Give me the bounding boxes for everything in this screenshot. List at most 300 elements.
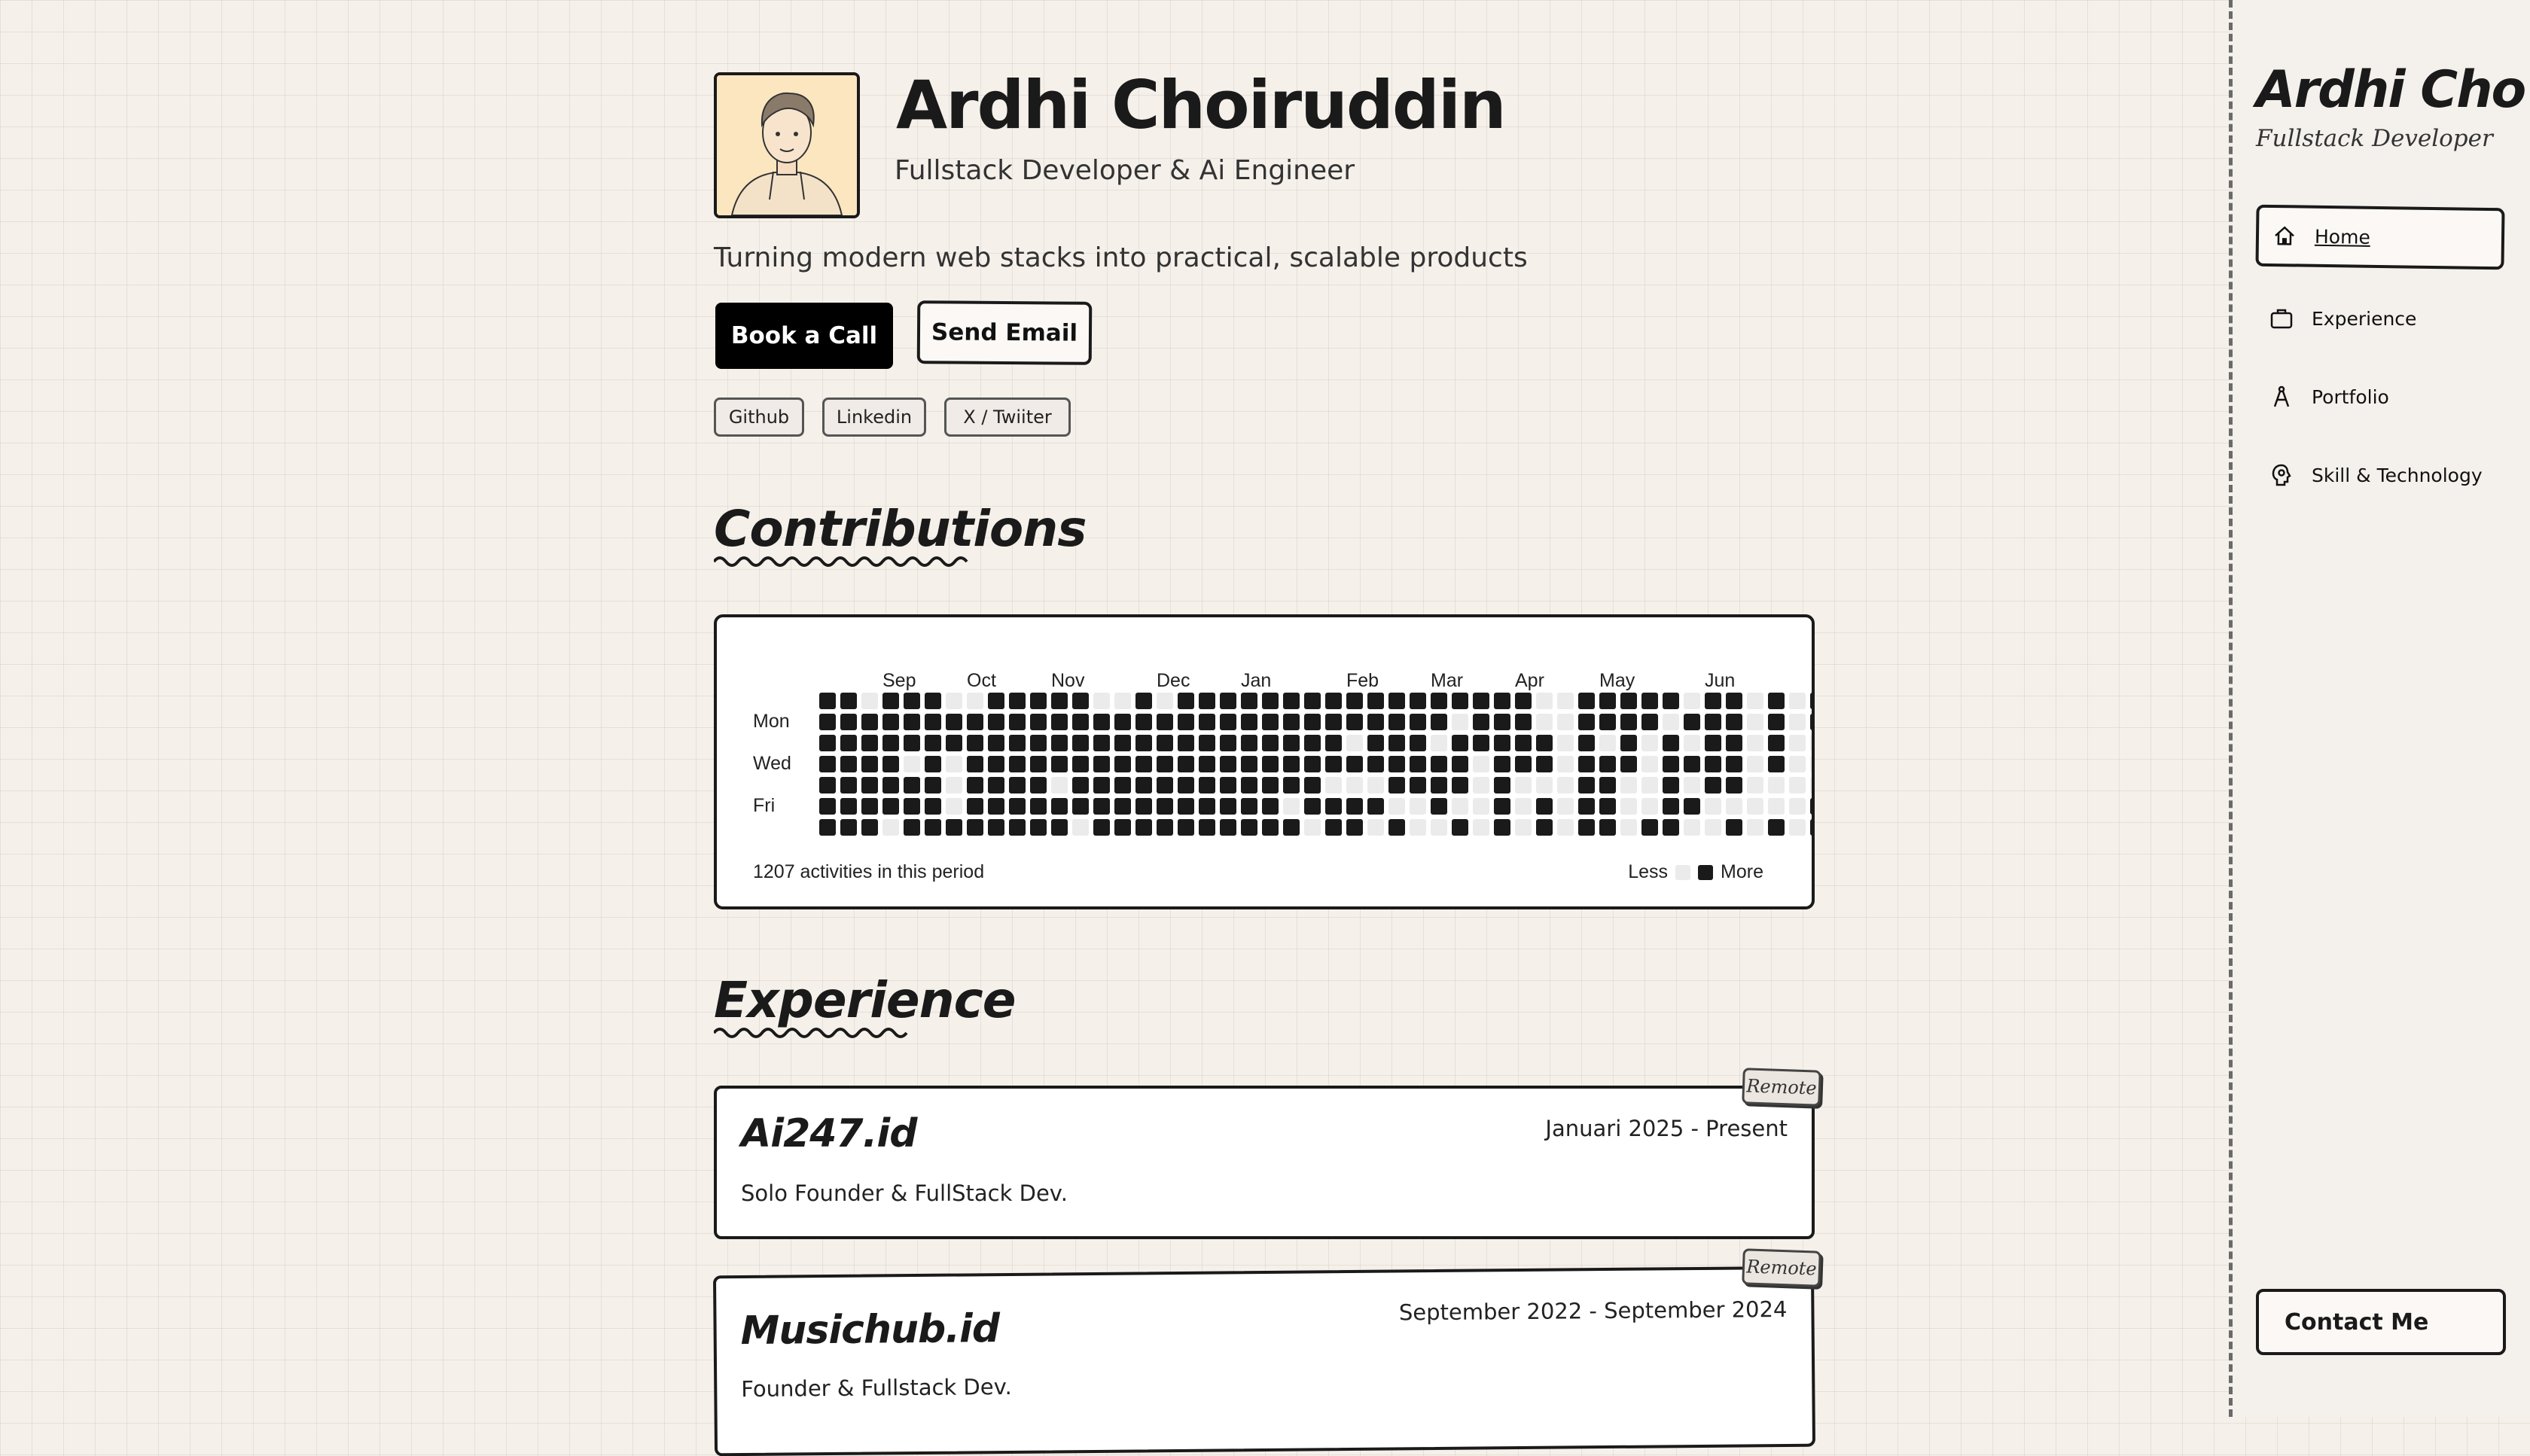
contribution-cell[interactable] <box>1473 819 1489 836</box>
contribution-cell[interactable] <box>1157 756 1173 772</box>
contribution-cell[interactable] <box>1494 819 1510 836</box>
contribution-cell[interactable] <box>1410 798 1426 815</box>
contribution-cell[interactable] <box>1262 777 1279 793</box>
contribution-cell[interactable] <box>840 714 857 730</box>
contribution-cell[interactable] <box>1557 777 1574 793</box>
contribution-cell[interactable] <box>882 819 899 836</box>
contribution-cell[interactable] <box>946 777 962 793</box>
contribution-cell[interactable] <box>1051 819 1068 836</box>
experience-card[interactable] <box>713 1266 1815 1456</box>
contribution-cell[interactable] <box>1346 693 1363 709</box>
contribution-cell[interactable] <box>1431 777 1447 793</box>
contribution-cell[interactable] <box>1114 798 1131 815</box>
contribution-cell[interactable] <box>1241 777 1257 793</box>
contribution-cell[interactable] <box>1536 798 1553 815</box>
contribution-cell[interactable] <box>904 693 920 709</box>
contribution-cell[interactable] <box>1304 819 1321 836</box>
contribution-cell[interactable] <box>1726 777 1742 793</box>
contribution-cell[interactable] <box>1178 735 1194 751</box>
contribution-cell[interactable] <box>1515 777 1532 793</box>
contribution-cell[interactable] <box>1494 693 1510 709</box>
contribution-cell[interactable] <box>1431 756 1447 772</box>
contribution-cell[interactable] <box>1283 735 1300 751</box>
contribution-cell[interactable] <box>1620 693 1637 709</box>
contribution-cell[interactable] <box>1789 735 1806 751</box>
contribution-cell[interactable] <box>1515 714 1532 730</box>
contribution-cell[interactable] <box>1157 735 1173 751</box>
contribution-cell[interactable] <box>1810 798 1812 815</box>
contribution-cell[interactable] <box>1093 693 1110 709</box>
contribution-cell[interactable] <box>1030 714 1047 730</box>
contribution-cell[interactable] <box>1346 756 1363 772</box>
contribution-cell[interactable] <box>1515 798 1532 815</box>
contribution-cell[interactable] <box>1325 693 1342 709</box>
contribution-cell[interactable] <box>1663 798 1679 815</box>
contribution-cell[interactable] <box>1789 798 1806 815</box>
contribution-cell[interactable] <box>1536 777 1553 793</box>
contribution-cell[interactable] <box>1135 819 1152 836</box>
contribution-cell[interactable] <box>1030 693 1047 709</box>
contribution-cell[interactable] <box>925 777 941 793</box>
contribution-cell[interactable] <box>1515 735 1532 751</box>
contribution-cell[interactable] <box>1388 777 1405 793</box>
contribution-cell[interactable] <box>1051 777 1068 793</box>
contribution-cell[interactable] <box>1199 693 1215 709</box>
contribution-cell[interactable] <box>819 798 836 815</box>
contribution-cell[interactable] <box>1641 693 1658 709</box>
book-call-button[interactable]: Book a Call <box>715 303 893 369</box>
contribution-cell[interactable] <box>861 714 878 730</box>
contribution-cell[interactable] <box>1325 735 1342 751</box>
contribution-cell[interactable] <box>925 693 941 709</box>
contribution-cell[interactable] <box>946 819 962 836</box>
contribution-cell[interactable] <box>1135 693 1152 709</box>
contribution-cell[interactable] <box>988 777 1004 793</box>
contribution-cell[interactable] <box>1135 798 1152 815</box>
contribution-cell[interactable] <box>1768 777 1785 793</box>
contribution-cell[interactable] <box>1388 735 1405 751</box>
contribution-cell[interactable] <box>1093 735 1110 751</box>
contribution-cell[interactable] <box>1220 693 1236 709</box>
contribution-cell[interactable] <box>1494 798 1510 815</box>
contribution-cell[interactable] <box>1072 777 1089 793</box>
contribution-cell[interactable] <box>1199 777 1215 793</box>
contribution-cell[interactable] <box>819 714 836 730</box>
contribution-cell[interactable] <box>1599 756 1616 772</box>
contribution-cell[interactable] <box>1599 777 1616 793</box>
contribution-cell[interactable] <box>1557 798 1574 815</box>
contribution-cell[interactable] <box>1431 693 1447 709</box>
contribution-cell[interactable] <box>1452 777 1468 793</box>
contribution-cell[interactable] <box>1684 819 1700 836</box>
contribution-cell[interactable] <box>1178 756 1194 772</box>
contribution-cell[interactable] <box>1599 819 1616 836</box>
contribution-cell[interactable] <box>1114 756 1131 772</box>
contribution-cell[interactable] <box>1641 777 1658 793</box>
contribution-cell[interactable] <box>1030 735 1047 751</box>
contribution-cell[interactable] <box>946 693 962 709</box>
contribution-cell[interactable] <box>861 693 878 709</box>
contribution-cell[interactable] <box>1557 735 1574 751</box>
contribution-cell[interactable] <box>1452 693 1468 709</box>
contribution-cell[interactable] <box>819 819 836 836</box>
contribution-cell[interactable] <box>967 819 983 836</box>
nav-item-portfolio[interactable] <box>2256 366 2504 428</box>
contribution-cell[interactable] <box>882 777 899 793</box>
linkedin-link[interactable]: Linkedin <box>822 398 926 437</box>
contribution-cell[interactable] <box>1009 777 1026 793</box>
contribution-cell[interactable] <box>946 756 962 772</box>
contribution-cell[interactable] <box>967 735 983 751</box>
contribution-cell[interactable] <box>1452 735 1468 751</box>
contribution-cell[interactable] <box>819 777 836 793</box>
contribution-cell[interactable] <box>882 798 899 815</box>
contribution-cell[interactable] <box>1747 756 1763 772</box>
contribution-cell[interactable] <box>1578 693 1595 709</box>
contribution-cell[interactable] <box>1620 798 1637 815</box>
contribution-cell[interactable] <box>988 714 1004 730</box>
contribution-cell[interactable] <box>1726 693 1742 709</box>
contribution-cell[interactable] <box>1051 798 1068 815</box>
contribution-cell[interactable] <box>1641 798 1658 815</box>
contribution-cell[interactable] <box>1578 735 1595 751</box>
contribution-cell[interactable] <box>1072 819 1089 836</box>
contribution-cell[interactable] <box>1557 756 1574 772</box>
contribution-cell[interactable] <box>1620 756 1637 772</box>
contact-me-button[interactable]: Contact Me <box>2256 1289 2506 1355</box>
contribution-cell[interactable] <box>1578 777 1595 793</box>
contribution-cell[interactable] <box>861 777 878 793</box>
contribution-cell[interactable] <box>967 756 983 772</box>
contribution-cell[interactable] <box>1810 819 1812 836</box>
contribution-cell[interactable] <box>1789 777 1806 793</box>
contribution-cell[interactable] <box>1726 819 1742 836</box>
contribution-cell[interactable] <box>904 819 920 836</box>
contribution-cell[interactable] <box>1051 693 1068 709</box>
contribution-cell[interactable] <box>1620 819 1637 836</box>
contribution-cell[interactable] <box>1768 735 1785 751</box>
contribution-cell[interactable] <box>1536 819 1553 836</box>
contribution-cell[interactable] <box>861 819 878 836</box>
contribution-cell[interactable] <box>925 819 941 836</box>
contribution-cell[interactable] <box>1283 714 1300 730</box>
contribution-cell[interactable] <box>1747 777 1763 793</box>
contribution-cell[interactable] <box>1431 735 1447 751</box>
contribution-cell[interactable] <box>1431 819 1447 836</box>
contribution-cell[interactable] <box>1726 756 1742 772</box>
contribution-cell[interactable] <box>1663 777 1679 793</box>
contribution-cell[interactable] <box>1789 756 1806 772</box>
contribution-cell[interactable] <box>1768 798 1785 815</box>
contribution-cell[interactable] <box>1620 777 1637 793</box>
contribution-cell[interactable] <box>1810 756 1812 772</box>
contribution-cell[interactable] <box>1473 756 1489 772</box>
contribution-cell[interactable] <box>1578 819 1595 836</box>
contribution-cell[interactable] <box>1325 756 1342 772</box>
contribution-cell[interactable] <box>1346 735 1363 751</box>
contribution-cell[interactable] <box>1072 798 1089 815</box>
contribution-cell[interactable] <box>1388 819 1405 836</box>
nav-item-experience[interactable] <box>2256 288 2504 349</box>
contribution-cell[interactable] <box>1494 735 1510 751</box>
contribution-cell[interactable] <box>1346 714 1363 730</box>
contribution-cell[interactable] <box>1178 777 1194 793</box>
contribution-cell[interactable] <box>1157 714 1173 730</box>
contribution-cell[interactable] <box>1220 714 1236 730</box>
contribution-cell[interactable] <box>967 777 983 793</box>
contribution-cell[interactable] <box>1726 798 1742 815</box>
contribution-cell[interactable] <box>988 819 1004 836</box>
contribution-cell[interactable] <box>1663 819 1679 836</box>
contribution-cell[interactable] <box>988 798 1004 815</box>
contribution-cell[interactable] <box>1325 777 1342 793</box>
contribution-cell[interactable] <box>1220 735 1236 751</box>
contribution-cell[interactable] <box>1388 756 1405 772</box>
contribution-cell[interactable] <box>819 756 836 772</box>
experience-card[interactable] <box>714 1086 1815 1239</box>
contribution-cell[interactable] <box>1241 714 1257 730</box>
contribution-cell[interactable] <box>1768 819 1785 836</box>
contribution-cell[interactable] <box>1051 735 1068 751</box>
contribution-cell[interactable] <box>1473 714 1489 730</box>
contribution-cell[interactable] <box>988 735 1004 751</box>
contribution-cell[interactable] <box>882 735 899 751</box>
contribution-cell[interactable] <box>1705 798 1721 815</box>
contribution-cell[interactable] <box>1199 735 1215 751</box>
contribution-cell[interactable] <box>1410 777 1426 793</box>
contribution-cell[interactable] <box>1367 714 1384 730</box>
contribution-cell[interactable] <box>1684 756 1700 772</box>
contribution-cell[interactable] <box>1325 798 1342 815</box>
contribution-cell[interactable] <box>1452 756 1468 772</box>
contribution-cell[interactable] <box>1494 777 1510 793</box>
contribution-cell[interactable] <box>1768 756 1785 772</box>
contribution-cell[interactable] <box>1241 819 1257 836</box>
contribution-cell[interactable] <box>1705 714 1721 730</box>
contribution-cell[interactable] <box>1388 714 1405 730</box>
contribution-cell[interactable] <box>1410 714 1426 730</box>
contribution-cell[interactable] <box>1536 735 1553 751</box>
contribution-cell[interactable] <box>1262 756 1279 772</box>
contribution-cell[interactable] <box>1705 777 1721 793</box>
contribution-cell[interactable] <box>1494 714 1510 730</box>
contribution-cell[interactable] <box>1241 798 1257 815</box>
contribution-cell[interactable] <box>1810 777 1812 793</box>
contribution-cell[interactable] <box>1747 693 1763 709</box>
contribution-cell[interactable] <box>861 798 878 815</box>
contribution-cell[interactable] <box>1494 756 1510 772</box>
contribution-cell[interactable] <box>1262 693 1279 709</box>
nav-item-home[interactable] <box>2255 205 2504 270</box>
contribution-cell[interactable] <box>1304 756 1321 772</box>
contribution-cell[interactable] <box>1072 735 1089 751</box>
contribution-cell[interactable] <box>1220 798 1236 815</box>
contribution-cell[interactable] <box>1030 798 1047 815</box>
contribution-cell[interactable] <box>1304 693 1321 709</box>
contribution-cell[interactable] <box>1072 756 1089 772</box>
contribution-cell[interactable] <box>1283 777 1300 793</box>
contribution-cell[interactable] <box>1199 798 1215 815</box>
github-link[interactable]: Github <box>714 398 804 437</box>
contribution-cell[interactable] <box>1135 756 1152 772</box>
contribution-cell[interactable] <box>925 798 941 815</box>
contribution-cell[interactable] <box>1578 714 1595 730</box>
contribution-cell[interactable] <box>1578 798 1595 815</box>
contribution-cell[interactable] <box>1768 693 1785 709</box>
contribution-cell[interactable] <box>1241 756 1257 772</box>
contribution-cell[interactable] <box>882 756 899 772</box>
contribution-cell[interactable] <box>1178 819 1194 836</box>
contribution-cell[interactable] <box>1557 693 1574 709</box>
contribution-cell[interactable] <box>1009 756 1026 772</box>
contribution-cell[interactable] <box>1641 756 1658 772</box>
contribution-cell[interactable] <box>1178 798 1194 815</box>
contribution-cell[interactable] <box>1747 819 1763 836</box>
contribution-cell[interactable] <box>1367 756 1384 772</box>
contribution-cell[interactable] <box>1009 819 1026 836</box>
contribution-cell[interactable] <box>1051 714 1068 730</box>
contribution-cell[interactable] <box>1304 777 1321 793</box>
contribution-cell[interactable] <box>1557 819 1574 836</box>
contribution-cell[interactable] <box>1473 735 1489 751</box>
contribution-cell[interactable] <box>904 777 920 793</box>
contribution-cell[interactable] <box>1515 693 1532 709</box>
contribution-cell[interactable] <box>1684 777 1700 793</box>
contribution-cell[interactable] <box>1241 693 1257 709</box>
contribution-cell[interactable] <box>1114 735 1131 751</box>
contribution-cell[interactable] <box>1684 798 1700 815</box>
contribution-cell[interactable] <box>1557 714 1574 730</box>
contribution-cell[interactable] <box>1705 693 1721 709</box>
contribution-cell[interactable] <box>882 693 899 709</box>
contribution-cell[interactable] <box>1093 819 1110 836</box>
contribution-cell[interactable] <box>904 756 920 772</box>
contribution-cell[interactable] <box>861 756 878 772</box>
contribution-cell[interactable] <box>1726 735 1742 751</box>
contribution-cell[interactable] <box>1684 714 1700 730</box>
contribution-cell[interactable] <box>1641 714 1658 730</box>
contribution-cell[interactable] <box>1388 798 1405 815</box>
contribution-cell[interactable] <box>1663 714 1679 730</box>
contribution-cell[interactable] <box>1283 693 1300 709</box>
contribution-cell[interactable] <box>1768 714 1785 730</box>
contribution-cell[interactable] <box>840 693 857 709</box>
contribution-cell[interactable] <box>1283 798 1300 815</box>
contribution-cell[interactable] <box>1367 798 1384 815</box>
contribution-cell[interactable] <box>1304 735 1321 751</box>
contribution-cell[interactable] <box>1747 735 1763 751</box>
contribution-cell[interactable] <box>1747 798 1763 815</box>
contribution-cell[interactable] <box>1241 735 1257 751</box>
contribution-cell[interactable] <box>1199 714 1215 730</box>
contribution-cell[interactable] <box>1663 693 1679 709</box>
contribution-cell[interactable] <box>1262 735 1279 751</box>
contribution-cell[interactable] <box>1473 693 1489 709</box>
contribution-cell[interactable] <box>1789 819 1806 836</box>
contribution-cell[interactable] <box>967 798 983 815</box>
contribution-cell[interactable] <box>1135 777 1152 793</box>
contribution-cell[interactable] <box>819 693 836 709</box>
contribution-cell[interactable] <box>946 798 962 815</box>
contribution-cell[interactable] <box>1684 693 1700 709</box>
contribution-cell[interactable] <box>1726 714 1742 730</box>
contribution-cell[interactable] <box>1114 777 1131 793</box>
contribution-cell[interactable] <box>1220 777 1236 793</box>
contribution-cell[interactable] <box>1663 756 1679 772</box>
contribution-cell[interactable] <box>1452 819 1468 836</box>
contribution-cell[interactable] <box>840 735 857 751</box>
contribution-cell[interactable] <box>1367 777 1384 793</box>
contribution-cell[interactable] <box>946 714 962 730</box>
contribution-cell[interactable] <box>1157 798 1173 815</box>
contribution-cell[interactable] <box>925 735 941 751</box>
contribution-cell[interactable] <box>1304 714 1321 730</box>
contribution-cell[interactable] <box>1536 756 1553 772</box>
send-email-button[interactable]: Send Email <box>917 300 1093 365</box>
contribution-cell[interactable] <box>1325 714 1342 730</box>
contribution-cell[interactable] <box>1093 756 1110 772</box>
contribution-cell[interactable] <box>1199 756 1215 772</box>
contribution-cell[interactable] <box>1157 777 1173 793</box>
contribution-cell[interactable] <box>1114 693 1131 709</box>
contribution-cell[interactable] <box>1810 714 1812 730</box>
contribution-cell[interactable] <box>1283 819 1300 836</box>
contribution-cell[interactable] <box>1410 756 1426 772</box>
contribution-cell[interactable] <box>1220 756 1236 772</box>
contribution-cell[interactable] <box>904 714 920 730</box>
contribution-cell[interactable] <box>1178 693 1194 709</box>
contribution-cell[interactable] <box>1367 735 1384 751</box>
contribution-cell[interactable] <box>1199 819 1215 836</box>
contribution-cell[interactable] <box>1346 798 1363 815</box>
contribution-cell[interactable] <box>1431 798 1447 815</box>
contribution-cell[interactable] <box>1810 735 1812 751</box>
contribution-cell[interactable] <box>1536 693 1553 709</box>
contribution-cell[interactable] <box>1599 798 1616 815</box>
contribution-cell[interactable] <box>1747 714 1763 730</box>
contribution-cell[interactable] <box>1114 819 1131 836</box>
contribution-cell[interactable] <box>1620 714 1637 730</box>
contribution-cell[interactable] <box>1620 735 1637 751</box>
contribution-cell[interactable] <box>882 714 899 730</box>
contribution-cell[interactable] <box>1157 693 1173 709</box>
contribution-cell[interactable] <box>1009 735 1026 751</box>
contribution-cell[interactable] <box>1410 693 1426 709</box>
contribution-cell[interactable] <box>967 693 983 709</box>
contribution-cell[interactable] <box>1599 693 1616 709</box>
contribution-cell[interactable] <box>1367 819 1384 836</box>
contribution-cell[interactable] <box>1114 714 1131 730</box>
contribution-cell[interactable] <box>1009 798 1026 815</box>
contribution-cell[interactable] <box>1641 735 1658 751</box>
contribution-cell[interactable] <box>1515 756 1532 772</box>
contribution-cell[interactable] <box>840 819 857 836</box>
contribution-cell[interactable] <box>1346 777 1363 793</box>
contribution-cell[interactable] <box>988 756 1004 772</box>
contribution-cell[interactable] <box>1072 714 1089 730</box>
contribution-cell[interactable] <box>1325 819 1342 836</box>
contribution-cell[interactable] <box>1410 819 1426 836</box>
contribution-cell[interactable] <box>1473 777 1489 793</box>
contribution-cell[interactable] <box>904 798 920 815</box>
contribution-cell[interactable] <box>1663 735 1679 751</box>
contribution-cell[interactable] <box>1599 714 1616 730</box>
contribution-cell[interactable] <box>1578 756 1595 772</box>
contribution-cell[interactable] <box>1030 777 1047 793</box>
contribution-cell[interactable] <box>1072 693 1089 709</box>
contribution-cell[interactable] <box>861 735 878 751</box>
contribution-cell[interactable] <box>1410 735 1426 751</box>
